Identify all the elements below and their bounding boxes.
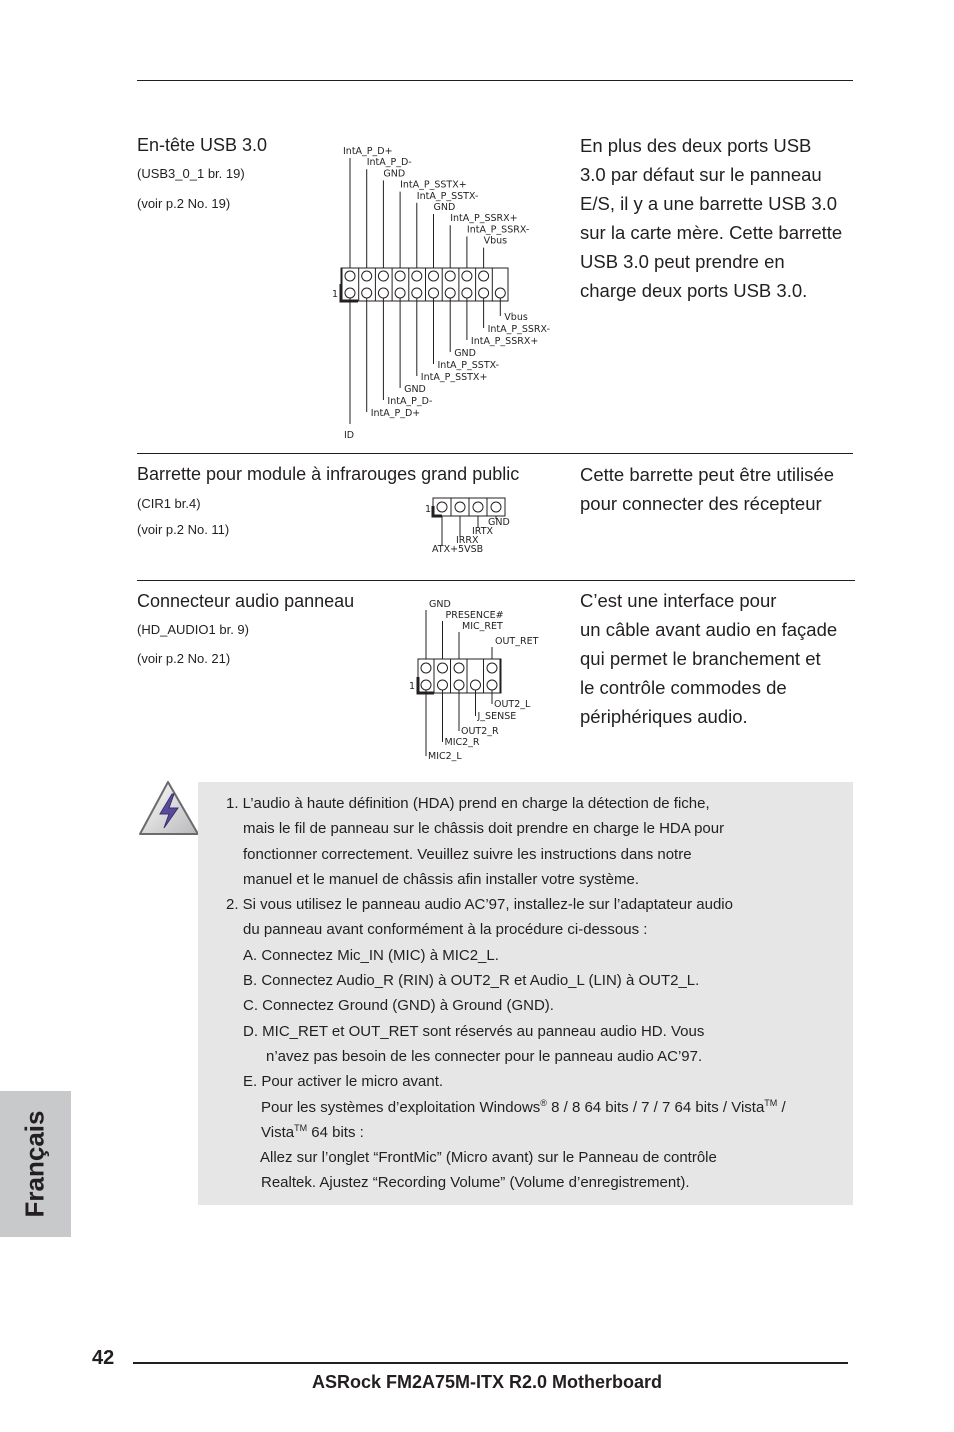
audio-desc-line: périphériques audio.	[580, 706, 748, 727]
usb-top-label: IntA_P_D-	[366, 157, 412, 169]
usb-pin-bottom	[462, 288, 472, 298]
audio-pin-top	[454, 663, 464, 673]
usb-desc-line: charge deux ports USB 3.0.	[580, 280, 808, 301]
note-line: C. Connectez Ground (GND) à Ground (GND).	[243, 997, 554, 1015]
note-vista: Vista	[261, 1123, 295, 1141]
note-os-line	[226, 1095, 786, 1120]
usb-pin-bottom	[445, 288, 455, 298]
note-vista-end: 64 bits :	[307, 1123, 364, 1141]
cir-description	[580, 460, 834, 518]
note-line: du panneau avant conformément à la procédure ci-dessous :	[243, 921, 648, 939]
audio-pin-top	[487, 663, 497, 673]
registered-mark: ®	[540, 1097, 547, 1108]
usb-pin-top	[462, 271, 472, 281]
section-rule	[137, 453, 853, 454]
cir-label-gnd: GND	[488, 517, 510, 528]
audio-pin1-label: 1	[409, 681, 416, 692]
usb-pin-bottom	[479, 288, 489, 298]
cir-pin	[491, 502, 501, 512]
usb-bottom-label: IntA_P_SSRX+	[470, 336, 539, 347]
note-line: E. Pour activer le micro avant.	[243, 1073, 444, 1091]
audio-top-label: GND	[429, 599, 451, 610]
usb-pin-bottom	[495, 288, 505, 298]
cir-pin	[455, 502, 465, 512]
trademark-mark: TM	[764, 1097, 778, 1108]
usb-pin-top	[345, 271, 355, 281]
usb-bottom-label: IntA_P_SSTX-	[437, 360, 500, 371]
usb-top-label: Vbus	[483, 235, 508, 247]
note-line: D. MIC_RET et OUT_RET sont réservés au panneau audio HD. Vous	[243, 1022, 705, 1040]
cir-desc-line: Cette barrette peut être utilisée	[580, 464, 835, 485]
language-label: Français	[19, 1110, 50, 1218]
usb-bottom-label: Vbus	[504, 312, 528, 323]
note-line: manuel et le manuel de châssis afin installer votre système.	[243, 870, 640, 888]
usb-title: En-tête USB 3.0	[137, 135, 268, 155]
usb-pin-bottom	[345, 288, 355, 298]
audio-description	[580, 586, 837, 731]
note-line: n’avez pas besoin de les connecter pour le panneau audio AC’97.	[266, 1047, 703, 1065]
cir-desc-line: pour connecter des récepteur	[580, 493, 822, 514]
trademark-mark: TM	[294, 1122, 308, 1133]
usb-description	[580, 131, 842, 305]
audio-desc-line: le contrôle commodes de	[580, 677, 787, 698]
usb-top-label: IntA_P_SSRX+	[450, 213, 518, 225]
note-line: Allez sur l’onglet “FrontMic” (Micro avant) sur le Panneau de contrôle	[260, 1149, 717, 1167]
cir-pin1-label: 1	[425, 504, 432, 515]
usb-pin-top	[445, 271, 455, 281]
usb-desc-line: 3.0 par défaut sur le panneau	[580, 164, 822, 185]
usb-bottom-label: IntA_P_SSTX+	[420, 372, 488, 383]
usb-bottom-label: IntA_P_D-	[387, 396, 433, 407]
usb-pin-top	[378, 271, 388, 281]
cir-pin	[473, 502, 483, 512]
audio-ref1: (HD_AUDIO1 br. 9)	[137, 622, 249, 637]
usb-pin-top	[362, 271, 372, 281]
audio-pin-bottom	[438, 680, 448, 690]
usb-top-label: IntA_P_SSTX+	[400, 179, 467, 191]
usb-pin-top	[429, 271, 439, 281]
note-line: B. Connectez Audio_R (RIN) à OUT2_R et Audio_L (LIN) à OUT2_L.	[243, 972, 700, 990]
usb-header-diagram	[330, 140, 570, 441]
cir-ref1: (CIR1 br.4)	[137, 496, 201, 511]
cir-label-atx5vsb: ATX+5VSB	[432, 544, 484, 555]
note-vista-line	[226, 1120, 786, 1145]
usb-pin-top	[395, 271, 405, 281]
footer-product: ASRock FM2A75M-ITX R2.0 Motherboard	[312, 1372, 663, 1392]
audio-pin-bottom	[471, 680, 481, 690]
usb-pin-bottom	[412, 288, 422, 298]
audio-pin-top	[438, 663, 448, 673]
usb-pin-top	[479, 271, 489, 281]
usb-bottom-label: IntA_P_D+	[370, 408, 421, 419]
note-os-end: /	[777, 1098, 786, 1116]
cir-header-diagram	[422, 494, 532, 556]
cir-ref2: (voir p.2 No. 11)	[137, 522, 230, 537]
usb-desc-line: E/S, il y a une barrette USB 3.0	[580, 193, 838, 214]
audio-desc-line: C’est une interface pour	[580, 590, 777, 611]
page-number: 42	[92, 1347, 115, 1369]
usb-pin-bottom	[362, 288, 372, 298]
usb-desc-line: USB 3.0 peut prendre en	[580, 251, 785, 272]
audio-bottom-label: MIC2_L	[428, 751, 462, 762]
note-os-mid: 8 / 8 64 bits / 7 / 7 64 bits / Vista	[546, 1098, 765, 1116]
audio-ref2: (voir p.2 No. 21)	[137, 651, 231, 666]
usb-pin-top	[412, 271, 422, 281]
audio-pin-bottom	[421, 680, 431, 690]
audio-top-label: MIC_RET	[462, 621, 503, 632]
footer-rule	[133, 1362, 848, 1364]
usb-top-label: GND	[383, 168, 406, 180]
note-line: 2. Si vous utilisez le panneau audio AC’97, installez-le sur l’adaptateur audio	[226, 896, 733, 914]
cir-label-irrx: IRRX	[456, 535, 479, 546]
note-text	[226, 791, 786, 1196]
usb-desc-line: sur la carte mère. Cette barrette	[580, 222, 843, 243]
audio-title: Connecteur audio panneau	[137, 591, 355, 611]
usb-top-label: IntA_P_SSRX-	[466, 224, 530, 236]
audio-pin-bottom	[487, 680, 497, 690]
usb-pin-bottom	[395, 288, 405, 298]
audio-desc-line: un câble avant audio en façade	[580, 619, 838, 640]
usb-top-label: GND	[433, 202, 456, 213]
usb-ref1: (USB3_0_1 br. 19)	[137, 166, 245, 181]
note-os-prefix: Pour les systèmes d’exploitation Windows	[261, 1098, 541, 1116]
audio-pin-top	[421, 663, 431, 673]
usb-top-label: IntA_P_SSTX-	[416, 190, 479, 202]
warning-icon	[138, 778, 202, 840]
audio-bottom-label: MIC2_R	[444, 737, 480, 748]
usb-ref2: (voir p.2 No. 19)	[137, 196, 231, 211]
cir-pin	[437, 502, 447, 512]
audio-bottom-label: OUT2_L	[494, 699, 531, 710]
usb-bottom-label: GND	[404, 384, 426, 395]
audio-header-diagram	[404, 595, 554, 770]
audio-desc-line: qui permet le branchement et	[580, 648, 821, 669]
usb-pin-bottom	[378, 288, 388, 298]
cir-label-irtx: IRTX	[472, 526, 494, 537]
audio-top-label: OUT_RET	[495, 636, 539, 647]
audio-pin-bottom	[454, 680, 464, 690]
usb-top-label: IntA_P_D+	[343, 146, 393, 157]
note-line: Realtek. Ajustez “Recording Volume” (Volume d’enregistrement).	[261, 1174, 690, 1192]
usb-bottom-label: ID	[344, 430, 355, 441]
usb-desc-line: En plus des deux ports USB	[580, 135, 812, 156]
note-line: mais le fil de panneau sur le châssis doit prendre en charge le HDA pour	[243, 820, 725, 838]
note-line: fonctionner correctement. Veuillez suivre les instructions dans notre	[243, 845, 692, 863]
audio-bottom-label: OUT2_R	[461, 726, 499, 737]
section-rule	[137, 580, 855, 581]
note-line: A. Connectez Mic_IN (MIC) à MIC2_L.	[243, 946, 499, 964]
audio-top-label: PRESENCE#	[445, 610, 504, 621]
usb-bottom-label: IntA_P_SSRX-	[487, 324, 551, 335]
note-line: 1. L’audio à haute définition (HDA) prend en charge la détection de fiche,	[226, 795, 710, 812]
usb-bottom-label: GND	[454, 348, 476, 359]
audio-bottom-label: J_SENSE	[477, 711, 517, 722]
usb-pin-bottom	[429, 288, 439, 298]
top-rule	[137, 80, 853, 81]
cir-title: Barrette pour module à infrarouges grand public	[137, 464, 520, 484]
usb-pin1-label: 1	[332, 289, 339, 300]
